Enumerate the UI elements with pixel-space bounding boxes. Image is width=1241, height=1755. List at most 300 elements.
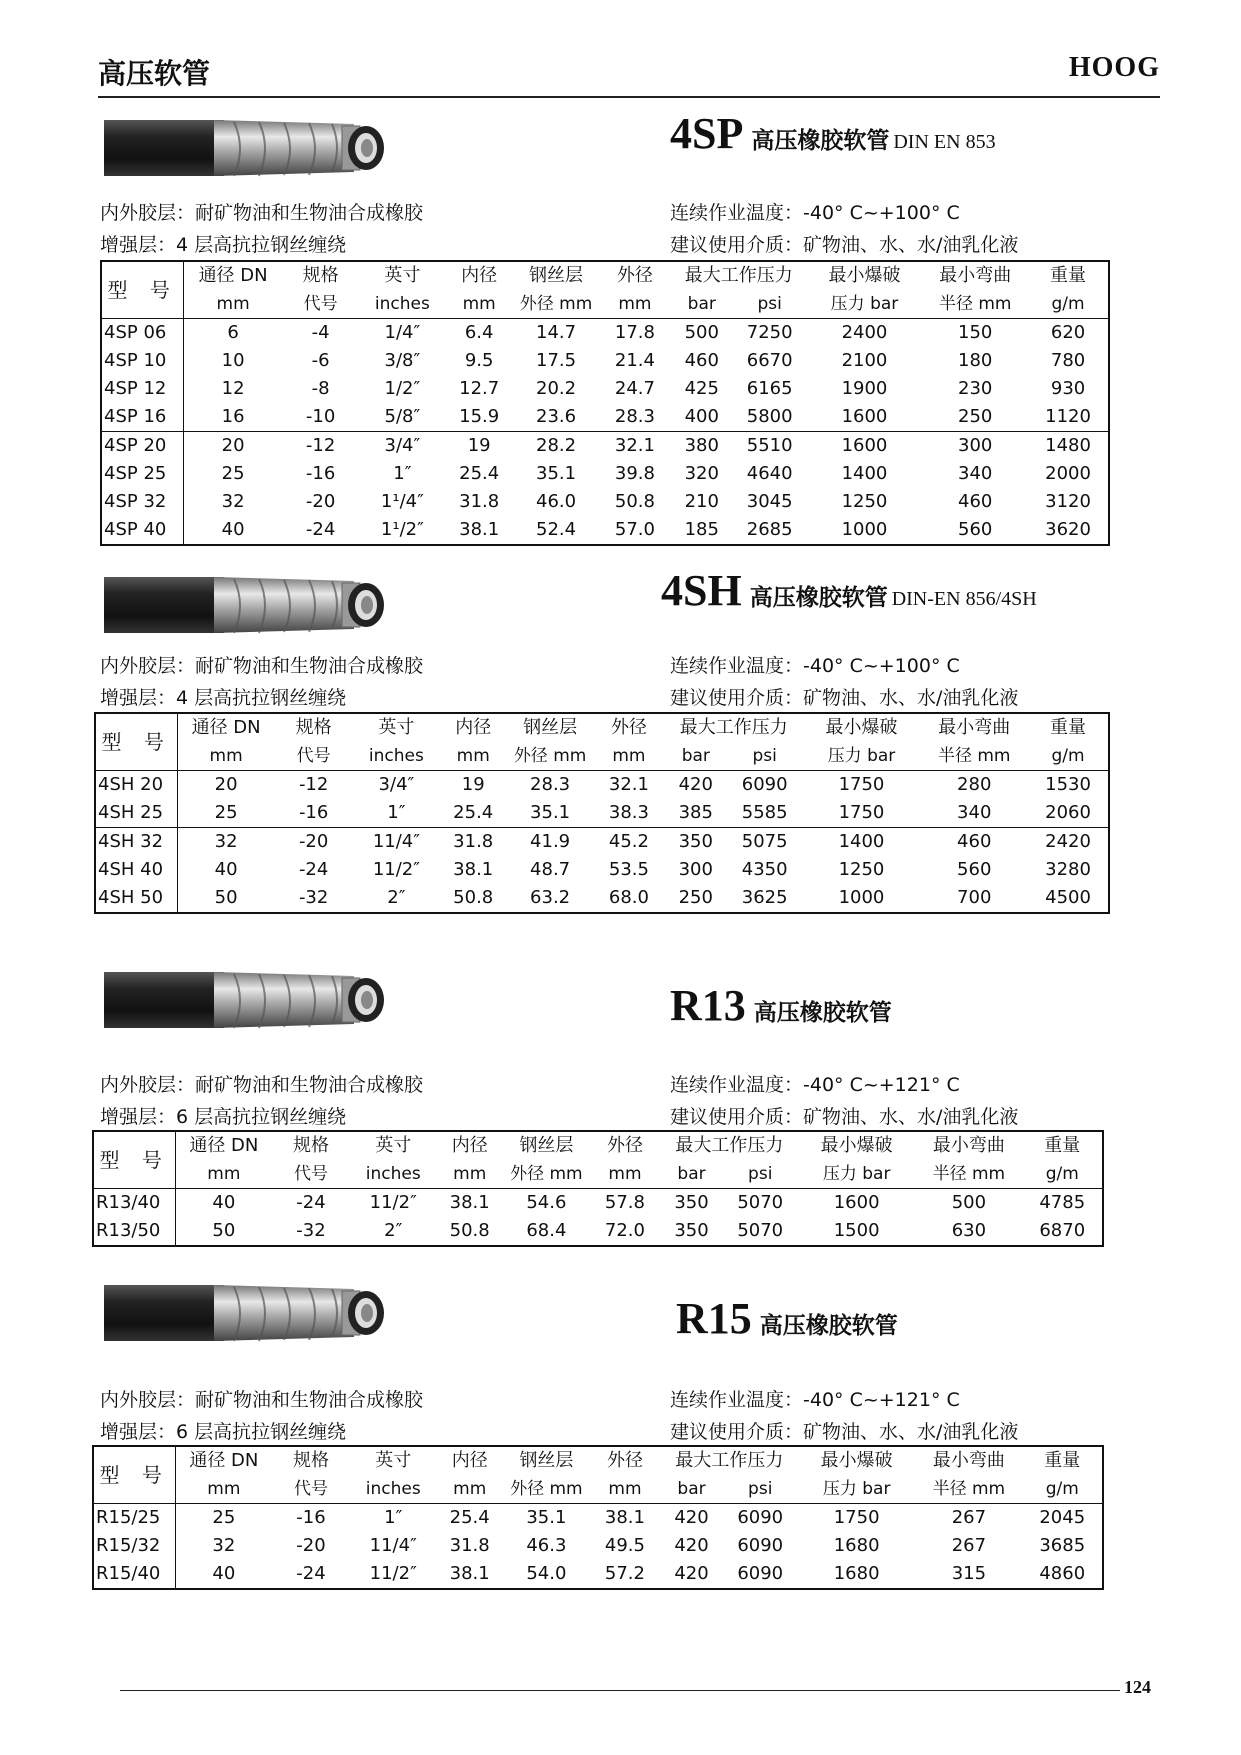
header-od: 外径 bbox=[606, 1135, 643, 1156]
header-wire: 钢丝层 bbox=[519, 1135, 574, 1156]
table-cell: 16 bbox=[221, 406, 245, 427]
cell-model: 4SP 40 bbox=[101, 516, 184, 545]
section-4sp bbox=[0, 108, 1241, 540]
table-cell: 25 bbox=[212, 1507, 236, 1528]
table-cell: 28.2 bbox=[513, 432, 599, 461]
unit-id: mm bbox=[436, 1475, 504, 1504]
product-standard: DIN EN 853 bbox=[893, 131, 996, 153]
spec-temperature: 连续作业温度：-40° C~+121° C bbox=[670, 1074, 960, 1096]
table-row bbox=[101, 319, 1109, 348]
table-cell: 32 bbox=[178, 828, 274, 857]
table-cell: 3120 bbox=[1045, 491, 1091, 512]
table-cell: 420 bbox=[678, 774, 713, 795]
table-cell: 41.9 bbox=[507, 828, 593, 857]
cell-model: 4SH 20 bbox=[95, 771, 178, 800]
table-cell: 1¹/4″ bbox=[380, 491, 424, 512]
cell-model: 4SP 06 bbox=[101, 319, 184, 348]
unit-wp-bar: bar bbox=[661, 1475, 723, 1504]
table-cell: 4500 bbox=[1045, 887, 1091, 908]
table-cell: 230 bbox=[958, 378, 993, 399]
table-cell: -20 bbox=[274, 828, 354, 857]
header-od: 外径 bbox=[606, 1450, 643, 1471]
table-cell: 52.4 bbox=[536, 519, 577, 540]
unit-code: 代号 bbox=[271, 1475, 350, 1504]
spec-rubber: 内外胶层：耐矿物油和生物油合成橡胶 bbox=[100, 1389, 424, 1411]
table-cell: 500 bbox=[951, 1192, 987, 1213]
table-cell: 46.3 bbox=[526, 1535, 567, 1556]
spec-media: 建议使用介质：矿物油、水、水/油乳化液 bbox=[670, 234, 1019, 256]
table-cell: 1/4″ bbox=[384, 322, 421, 343]
unit-weight: g/m bbox=[1023, 1475, 1103, 1504]
product-code: R13 bbox=[670, 981, 746, 1030]
header-od: 外径 bbox=[610, 717, 647, 738]
header-unit-row bbox=[93, 1475, 1103, 1504]
table-cell: -32 bbox=[296, 1220, 326, 1241]
footer-rule bbox=[120, 1690, 1120, 1691]
table-cell: 32 bbox=[212, 1535, 236, 1556]
unit-od: mm bbox=[593, 742, 665, 771]
table-cell: 320 bbox=[684, 463, 719, 484]
table-cell: 68.0 bbox=[608, 887, 649, 908]
table-cell: 40 bbox=[212, 1563, 236, 1584]
table-row bbox=[101, 347, 1109, 375]
unit-code: 代号 bbox=[282, 290, 360, 319]
product-title bbox=[670, 108, 996, 159]
table-cell: 17.8 bbox=[614, 322, 655, 343]
table-row bbox=[101, 488, 1109, 516]
header-id: 内径 bbox=[455, 717, 492, 738]
table-cell: 6 bbox=[227, 322, 239, 343]
header-burst: 最小爆破 bbox=[828, 265, 901, 286]
unit-dn: mm bbox=[178, 742, 274, 771]
table-cell: 50 bbox=[212, 1220, 236, 1241]
table-cell: -24 bbox=[305, 519, 336, 540]
table-cell: -20 bbox=[296, 1535, 326, 1556]
spec-rubber: 内外胶层：耐矿物油和生物油合成橡胶 bbox=[100, 1074, 424, 1096]
table-cell: -8 bbox=[311, 378, 330, 399]
header-weight: 重量 bbox=[1050, 717, 1087, 738]
table-cell: 350 bbox=[674, 1192, 709, 1213]
table-cell: 267 bbox=[951, 1507, 987, 1528]
header-od: 外径 bbox=[616, 265, 653, 286]
table-cell: 340 bbox=[958, 463, 993, 484]
table-cell: 2″ bbox=[384, 1220, 403, 1241]
unit-weight: g/m bbox=[1028, 742, 1109, 771]
table-cell: 38.3 bbox=[608, 802, 649, 823]
table-cell: 31.8 bbox=[449, 1535, 490, 1556]
table-cell: 5070 bbox=[737, 1192, 784, 1213]
page-header bbox=[98, 48, 1160, 98]
table-cell: -12 bbox=[298, 774, 329, 795]
table-cell: 50.8 bbox=[449, 1220, 490, 1241]
unit-inch: inches bbox=[351, 1160, 436, 1189]
header-inch: 英寸 bbox=[375, 1450, 412, 1471]
table-cell: 4860 bbox=[1039, 1563, 1086, 1584]
table-cell: 3620 bbox=[1045, 519, 1091, 540]
section-r15 bbox=[0, 1273, 1241, 1693]
table-cell: 25.4 bbox=[449, 1507, 490, 1528]
table-cell: 6165 bbox=[746, 378, 793, 399]
table-row bbox=[101, 516, 1109, 545]
table-cell: 425 bbox=[684, 378, 719, 399]
table-cell: 35.1 bbox=[536, 463, 577, 484]
product-title bbox=[676, 1293, 898, 1344]
table-cell: 12 bbox=[221, 378, 245, 399]
unit-burst: 压力 bar bbox=[807, 290, 923, 319]
table-cell: 300 bbox=[922, 432, 1028, 461]
table-cell: 1″ bbox=[387, 802, 406, 823]
table-cell: 10 bbox=[221, 350, 245, 371]
table-cell: -32 bbox=[298, 887, 329, 908]
table-cell: 40 bbox=[212, 1192, 236, 1213]
table-cell: 31.8 bbox=[459, 491, 500, 512]
table-cell: 17.5 bbox=[536, 350, 577, 371]
header-bend: 最小弯曲 bbox=[932, 1450, 1005, 1471]
table-cell: 19 bbox=[461, 774, 485, 795]
header-bend: 最小弯曲 bbox=[938, 717, 1011, 738]
spec-table bbox=[92, 1130, 1104, 1247]
table-cell: 6870 bbox=[1039, 1220, 1086, 1241]
unit-inch: inches bbox=[351, 1475, 436, 1504]
unit-wire: 外径 mm bbox=[507, 742, 593, 771]
cell-model: R13/40 bbox=[93, 1189, 176, 1218]
spec-table bbox=[100, 260, 1110, 546]
unit-id: mm bbox=[436, 1160, 504, 1189]
table-cell: 250 bbox=[958, 406, 993, 427]
header-burst: 最小爆破 bbox=[820, 1450, 893, 1471]
section-4sh bbox=[0, 565, 1241, 985]
table-cell: 11/2″ bbox=[369, 1563, 417, 1584]
unit-wp-psi: psi bbox=[722, 1160, 798, 1189]
table-cell: 1680 bbox=[833, 1535, 880, 1556]
spec-reinforcement: 增强层：6 层高抗拉钢丝缠绕 bbox=[100, 1421, 347, 1443]
unit-id: mm bbox=[445, 290, 513, 319]
unit-wp-bar: bar bbox=[661, 1160, 723, 1189]
table-cell: 4640 bbox=[746, 463, 793, 484]
table-cell: 1400 bbox=[803, 828, 921, 857]
table-cell: 420 bbox=[674, 1507, 709, 1528]
table-cell: 2045 bbox=[1039, 1507, 1086, 1528]
table-cell: 38.1 bbox=[453, 859, 494, 880]
hose-image bbox=[104, 960, 414, 1040]
table-cell: 1530 bbox=[1045, 774, 1091, 795]
header-weight: 重量 bbox=[1044, 1135, 1081, 1156]
cell-model: 4SH 50 bbox=[95, 884, 178, 913]
product-name: 高压橡胶软管 bbox=[749, 585, 888, 611]
header-working-pressure: 最大工作压力 bbox=[679, 717, 788, 738]
table-cell: 3/4″ bbox=[378, 774, 415, 795]
table-cell: 57.8 bbox=[604, 1192, 645, 1213]
table-cell: 5070 bbox=[737, 1220, 784, 1241]
table-cell: 630 bbox=[951, 1220, 987, 1241]
table-cell: 780 bbox=[1050, 350, 1086, 371]
table-cell: 350 bbox=[665, 828, 727, 857]
table-cell: 38.1 bbox=[449, 1563, 490, 1584]
header-working-pressure: 最大工作压力 bbox=[675, 1135, 784, 1156]
cell-model: R15/40 bbox=[93, 1560, 176, 1589]
spec-media: 建议使用介质：矿物油、水、水/油乳化液 bbox=[670, 1421, 1019, 1443]
table-cell: 38.1 bbox=[459, 519, 500, 540]
header-row bbox=[95, 713, 1109, 742]
product-code: R15 bbox=[676, 1294, 752, 1343]
header-code: 规格 bbox=[292, 1135, 329, 1156]
table-row bbox=[101, 375, 1109, 403]
table-cell: 53.5 bbox=[608, 859, 649, 880]
table-cell: 4350 bbox=[741, 859, 788, 880]
hose-image bbox=[104, 1273, 414, 1353]
table-cell: 5/8″ bbox=[384, 406, 421, 427]
header-model: 型 号 bbox=[93, 1131, 176, 1189]
header-id: 内径 bbox=[461, 265, 498, 286]
table-cell: 1/2″ bbox=[384, 378, 421, 399]
unit-dn: mm bbox=[184, 290, 282, 319]
table-cell: 7250 bbox=[746, 322, 793, 343]
table-cell: 380 bbox=[671, 432, 733, 461]
product-name: 高压橡胶软管 bbox=[751, 128, 890, 154]
table-cell: 9.5 bbox=[464, 350, 494, 371]
unit-wire: 外径 mm bbox=[503, 1160, 589, 1189]
table-row bbox=[95, 856, 1109, 884]
page-title: 高压软管 bbox=[98, 57, 211, 90]
unit-wp-psi: psi bbox=[733, 290, 807, 319]
table-cell: -20 bbox=[305, 491, 336, 512]
header-id: 内径 bbox=[451, 1135, 488, 1156]
unit-bend: 半径 mm bbox=[922, 290, 1028, 319]
cell-model: 4SH 32 bbox=[95, 828, 178, 857]
table-cell: 1250 bbox=[841, 491, 888, 512]
table-cell: 500 bbox=[684, 322, 719, 343]
table-cell: 3625 bbox=[741, 887, 788, 908]
spec-temperature: 连续作业温度：-40° C~+100° C bbox=[670, 655, 960, 677]
hose-image bbox=[104, 108, 414, 188]
table-cell: 2400 bbox=[841, 322, 888, 343]
header-inch: 英寸 bbox=[375, 1135, 412, 1156]
unit-bend: 半径 mm bbox=[920, 742, 1028, 771]
table-cell: 32.1 bbox=[599, 432, 671, 461]
unit-burst: 压力 bar bbox=[798, 1475, 915, 1504]
table-cell: -24 bbox=[296, 1192, 326, 1213]
table-cell: 31.8 bbox=[439, 828, 507, 857]
table-cell: -12 bbox=[282, 432, 360, 461]
header-code: 规格 bbox=[292, 1450, 329, 1471]
spec-reinforcement: 增强层：6 层高抗拉钢丝缠绕 bbox=[100, 1106, 347, 1128]
table-cell: -6 bbox=[311, 350, 330, 371]
header-model: 型 号 bbox=[93, 1446, 176, 1504]
table-row bbox=[101, 460, 1109, 488]
table-cell: 6090 bbox=[737, 1535, 784, 1556]
unit-burst: 压力 bar bbox=[803, 742, 921, 771]
table-cell: 32.1 bbox=[608, 774, 649, 795]
table-cell: 19 bbox=[445, 432, 513, 461]
header-bend: 最小弯曲 bbox=[932, 1135, 1005, 1156]
product-title bbox=[670, 980, 892, 1031]
table-cell: 6090 bbox=[737, 1507, 784, 1528]
header-working-pressure: 最大工作压力 bbox=[675, 1450, 784, 1471]
spec-rubber: 内外胶层：耐矿物油和生物油合成橡胶 bbox=[100, 202, 424, 224]
table-cell: 560 bbox=[957, 859, 992, 880]
table-cell: 1400 bbox=[841, 463, 888, 484]
table-cell: 15.9 bbox=[459, 406, 500, 427]
table-cell: 1¹/2″ bbox=[380, 519, 424, 540]
table-cell: 25 bbox=[214, 802, 238, 823]
table-cell: 2000 bbox=[1045, 463, 1091, 484]
spec-table bbox=[92, 1445, 1104, 1590]
table-cell: 72.0 bbox=[604, 1220, 645, 1241]
unit-burst: 压力 bar bbox=[798, 1160, 915, 1189]
table-cell: 1″ bbox=[393, 463, 412, 484]
unit-od: mm bbox=[589, 1160, 660, 1189]
table-cell: 11/4″ bbox=[369, 1535, 417, 1556]
table-cell: 35.1 bbox=[526, 1507, 567, 1528]
cell-model: 4SP 12 bbox=[101, 375, 184, 403]
cell-model: R15/25 bbox=[93, 1504, 176, 1533]
table-cell: 1600 bbox=[841, 406, 888, 427]
table-cell: 1750 bbox=[838, 774, 885, 795]
table-cell: 50.8 bbox=[453, 887, 494, 908]
table-cell: 3/8″ bbox=[384, 350, 421, 371]
header-row bbox=[101, 261, 1109, 290]
table-cell: 6090 bbox=[741, 774, 788, 795]
table-cell: 210 bbox=[684, 491, 719, 512]
table-cell: 3280 bbox=[1045, 859, 1091, 880]
table-cell: 2060 bbox=[1045, 802, 1091, 823]
table-cell: 185 bbox=[684, 519, 719, 540]
header-burst: 最小爆破 bbox=[825, 717, 898, 738]
table-cell: 250 bbox=[678, 887, 713, 908]
table-cell: 40 bbox=[221, 519, 245, 540]
table-row bbox=[93, 1217, 1103, 1246]
table-cell: 420 bbox=[674, 1563, 709, 1584]
cell-model: R15/32 bbox=[93, 1532, 176, 1560]
table-cell: 3/4″ bbox=[359, 432, 445, 461]
table-cell: -16 bbox=[298, 802, 329, 823]
table-cell: 6670 bbox=[746, 350, 793, 371]
table-cell: 315 bbox=[951, 1563, 987, 1584]
table-cell: 12.7 bbox=[459, 378, 500, 399]
spec-temperature: 连续作业温度：-40° C~+100° C bbox=[670, 202, 960, 224]
unit-dn: mm bbox=[176, 1160, 272, 1189]
table-cell: 21.4 bbox=[614, 350, 655, 371]
header-dn: 通径 DN bbox=[189, 1135, 259, 1156]
page-number: 124 bbox=[1124, 1677, 1151, 1697]
table-cell: -16 bbox=[305, 463, 336, 484]
table-cell: 2100 bbox=[841, 350, 888, 371]
cell-model: 4SP 16 bbox=[101, 403, 184, 432]
header-wire: 钢丝层 bbox=[529, 265, 584, 286]
header-wire: 钢丝层 bbox=[523, 717, 578, 738]
table-row bbox=[93, 1532, 1103, 1560]
table-cell: 2″ bbox=[387, 887, 406, 908]
table-row bbox=[95, 828, 1109, 857]
table-cell: 6.4 bbox=[464, 322, 494, 343]
table-cell: 1680 bbox=[833, 1563, 880, 1584]
unit-bend: 半径 mm bbox=[915, 1475, 1022, 1504]
table-cell: 63.2 bbox=[530, 887, 571, 908]
table-cell: 420 bbox=[674, 1535, 709, 1556]
unit-code: 代号 bbox=[274, 742, 354, 771]
header-weight: 重量 bbox=[1044, 1450, 1081, 1471]
header-dn: 通径 DN bbox=[189, 1450, 259, 1471]
product-name: 高压橡胶软管 bbox=[753, 1000, 892, 1026]
header-working-pressure: 最大工作压力 bbox=[684, 265, 793, 286]
header-code: 规格 bbox=[302, 265, 339, 286]
table-cell: 1900 bbox=[841, 378, 888, 399]
header-model: 型 号 bbox=[101, 261, 184, 319]
header-inch: 英寸 bbox=[384, 265, 421, 286]
table-cell: 460 bbox=[684, 350, 719, 371]
header-row bbox=[93, 1131, 1103, 1160]
table-cell: 2420 bbox=[1028, 828, 1109, 857]
table-cell: 340 bbox=[957, 802, 992, 823]
header-model: 型 号 bbox=[95, 713, 178, 771]
table-cell: 38.1 bbox=[604, 1507, 645, 1528]
header-burst: 最小爆破 bbox=[820, 1135, 893, 1156]
header-unit-row bbox=[95, 742, 1109, 771]
spec-reinforcement: 增强层：4 层高抗拉钢丝缠绕 bbox=[100, 687, 347, 709]
cell-model: 4SH 25 bbox=[95, 799, 178, 828]
cell-model: 4SP 32 bbox=[101, 488, 184, 516]
unit-wp-bar: bar bbox=[665, 742, 727, 771]
spec-temperature: 连续作业温度：-40° C~+121° C bbox=[670, 1389, 960, 1411]
hose-picture bbox=[104, 108, 414, 188]
table-cell: 11/2″ bbox=[369, 1192, 417, 1213]
unit-dn: mm bbox=[176, 1475, 272, 1504]
table-cell: 11/2″ bbox=[372, 859, 420, 880]
product-code: 4SH bbox=[661, 566, 742, 615]
unit-weight: g/m bbox=[1028, 290, 1109, 319]
table-cell: 54.0 bbox=[526, 1563, 567, 1584]
spec-media: 建议使用介质：矿物油、水、水/油乳化液 bbox=[670, 687, 1019, 709]
spec-reinforcement: 增强层：4 层高抗拉钢丝缠绕 bbox=[100, 234, 347, 256]
product-title bbox=[661, 565, 1037, 616]
table-cell: 3685 bbox=[1039, 1535, 1086, 1556]
table-row bbox=[95, 771, 1109, 800]
table-cell: 28.3 bbox=[530, 774, 571, 795]
table-row bbox=[93, 1560, 1103, 1589]
table-cell: 57.0 bbox=[614, 519, 655, 540]
table-cell: 28.3 bbox=[614, 406, 655, 427]
table-cell: 32 bbox=[221, 491, 245, 512]
header-wire: 钢丝层 bbox=[519, 1450, 574, 1471]
table-cell: 1500 bbox=[833, 1220, 880, 1241]
table-cell: -24 bbox=[298, 859, 329, 880]
product-standard: DIN-EN 856/4SH bbox=[891, 588, 1037, 610]
unit-bend: 半径 mm bbox=[915, 1160, 1022, 1189]
table-cell: 300 bbox=[678, 859, 713, 880]
table-cell: 560 bbox=[958, 519, 993, 540]
unit-wp-psi: psi bbox=[722, 1475, 798, 1504]
table-cell: -4 bbox=[311, 322, 330, 343]
spec-rubber: 内外胶层：耐矿物油和生物油合成橡胶 bbox=[100, 655, 424, 677]
table-cell: 20.2 bbox=[536, 378, 577, 399]
table-cell: -24 bbox=[296, 1563, 326, 1584]
table-cell: 5585 bbox=[741, 802, 788, 823]
table-cell: 1600 bbox=[807, 432, 923, 461]
hose-image bbox=[104, 565, 414, 645]
table-row bbox=[93, 1504, 1103, 1533]
brand-name: HOOG bbox=[1068, 52, 1160, 83]
table-cell: 1750 bbox=[833, 1507, 880, 1528]
table-cell: 25.4 bbox=[459, 463, 500, 484]
header-id: 内径 bbox=[451, 1450, 488, 1471]
table-cell: 385 bbox=[678, 802, 713, 823]
unit-wp-psi: psi bbox=[727, 742, 803, 771]
hose-picture bbox=[104, 565, 414, 645]
unit-id: mm bbox=[439, 742, 507, 771]
cell-model: 4SP 20 bbox=[101, 432, 184, 461]
table-cell: 1120 bbox=[1045, 406, 1091, 427]
header-unit-row bbox=[101, 290, 1109, 319]
